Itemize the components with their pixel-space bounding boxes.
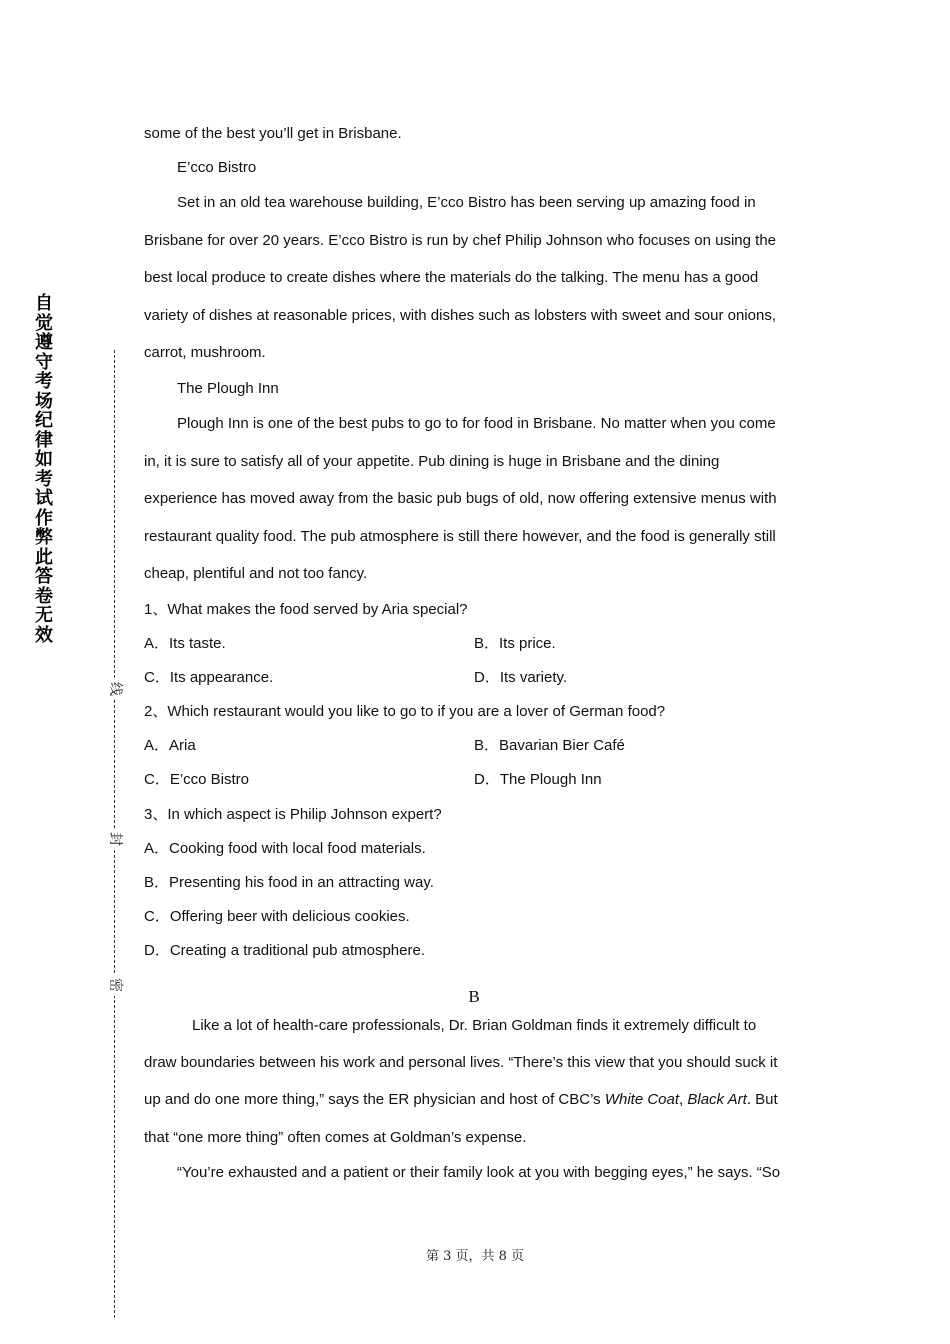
passage-b-paragraph-1 bbox=[144, 1007, 804, 1156]
option-b: B．Bavarian Bier Café bbox=[474, 737, 625, 755]
page-content bbox=[144, 117, 804, 1189]
option-a: A．Cooking food with local food materials. bbox=[144, 839, 426, 857]
section-title-b: B bbox=[468, 986, 480, 1006]
passage-line: in, it is sure to satisfy all of your appetite. Pub dining is huge in Brisbane and the dining bbox=[144, 452, 720, 470]
ecco-paragraph bbox=[144, 184, 804, 372]
passage-line: that “one more thing” often comes at Goldman’s expense. bbox=[144, 1128, 527, 1146]
binding-label-xian: 线 bbox=[104, 678, 126, 700]
passage-line: restaurant quality food. The pub atmosphere is still there however, and the food is generally still bbox=[144, 527, 776, 545]
passage-line: Like a lot of health-care professionals, Dr. Brian Goldman finds it extremely difficult to bbox=[192, 1016, 757, 1034]
passage-line: experience has moved away from the basic pub bugs of old, now offering extensive menus with bbox=[144, 490, 777, 507]
passage-line: carrot, mushroom. bbox=[144, 344, 266, 361]
option-c: C．Offering beer with delicious cookies. bbox=[144, 908, 410, 926]
question-1 bbox=[144, 593, 804, 696]
passage-line: draw boundaries between his work and personal lives. “There’s this view that you should suck it bbox=[144, 1053, 778, 1071]
restaurant-heading-plough: The Plough Inn bbox=[177, 379, 279, 397]
passage-line: Set in an old tea warehouse building, E’cco Bistro has been serving up amazing food in bbox=[177, 194, 756, 211]
question-stem: 3、In which aspect is Philip Johnson expert? bbox=[144, 805, 442, 823]
question-stem: 2、Which restaurant would you like to go to if you are a lover of German food? bbox=[144, 703, 666, 721]
passage-line: “You’re exhausted and a patient or their family look at you with begging eyes,” he says. “So bbox=[177, 1163, 781, 1181]
option-d: D．Creating a traditional pub atmosphere. bbox=[144, 942, 425, 960]
passage-line bbox=[144, 1081, 804, 1118]
passage-line: best local produce to create dishes where the materials do the talking. The menu has a good bbox=[144, 269, 759, 286]
exam-discipline-notice: 自觉遵守考场纪律如考试作弊此答卷无效 bbox=[35, 293, 53, 646]
passage-line: Plough Inn is one of the best pubs to go to for food in Brisbane. No matter when you come bbox=[177, 415, 776, 432]
plough-paragraph bbox=[144, 405, 804, 593]
passage-b-paragraph-2 bbox=[144, 1156, 804, 1190]
text-span: . But bbox=[746, 1091, 778, 1109]
option-b: B．Presenting his food in an attracting way. bbox=[144, 874, 434, 892]
passage-line: Brisbane for over 20 years. E’cco Bistro is run by chef Philip Johnson who focuses on using the bbox=[144, 231, 776, 249]
question-stem: 1、What makes the food served by Aria special? bbox=[144, 600, 468, 618]
binding-label-mi: 密 bbox=[104, 974, 126, 996]
page-footer: 第 3 页，共 8 页 bbox=[425, 1249, 525, 1264]
question-2 bbox=[144, 695, 804, 798]
option-a: A．Its taste. bbox=[144, 634, 226, 652]
passage-line: variety of dishes at reasonable prices, with dishes such as lobsters with sweet and sour onions, bbox=[144, 306, 776, 324]
option-c: C．E’cco Bistro bbox=[144, 771, 250, 789]
option-d: D．The Plough Inn bbox=[474, 771, 602, 789]
option-b: B．Its price. bbox=[474, 634, 556, 652]
option-c: C．Its appearance. bbox=[144, 668, 274, 686]
option-a: A．Aria bbox=[144, 737, 196, 755]
restaurant-heading-ecco: E’cco Bistro bbox=[177, 158, 257, 176]
question-3 bbox=[144, 798, 804, 969]
binding-line bbox=[104, 350, 126, 1318]
passage-line: cheap, plentiful and not too fancy. bbox=[144, 565, 368, 582]
show-title-italic: White Coat bbox=[604, 1091, 680, 1109]
passage-line: some of the best you’ll get in Brisbane. bbox=[144, 125, 402, 142]
option-d: D．Its variety. bbox=[474, 668, 568, 686]
text-span: up and do one more thing,” says the ER physician and host of CBC’s bbox=[144, 1091, 605, 1109]
binding-label-feng: 封 bbox=[104, 828, 126, 850]
text-span: , bbox=[679, 1091, 688, 1109]
show-title-italic: Black Art bbox=[687, 1091, 747, 1109]
